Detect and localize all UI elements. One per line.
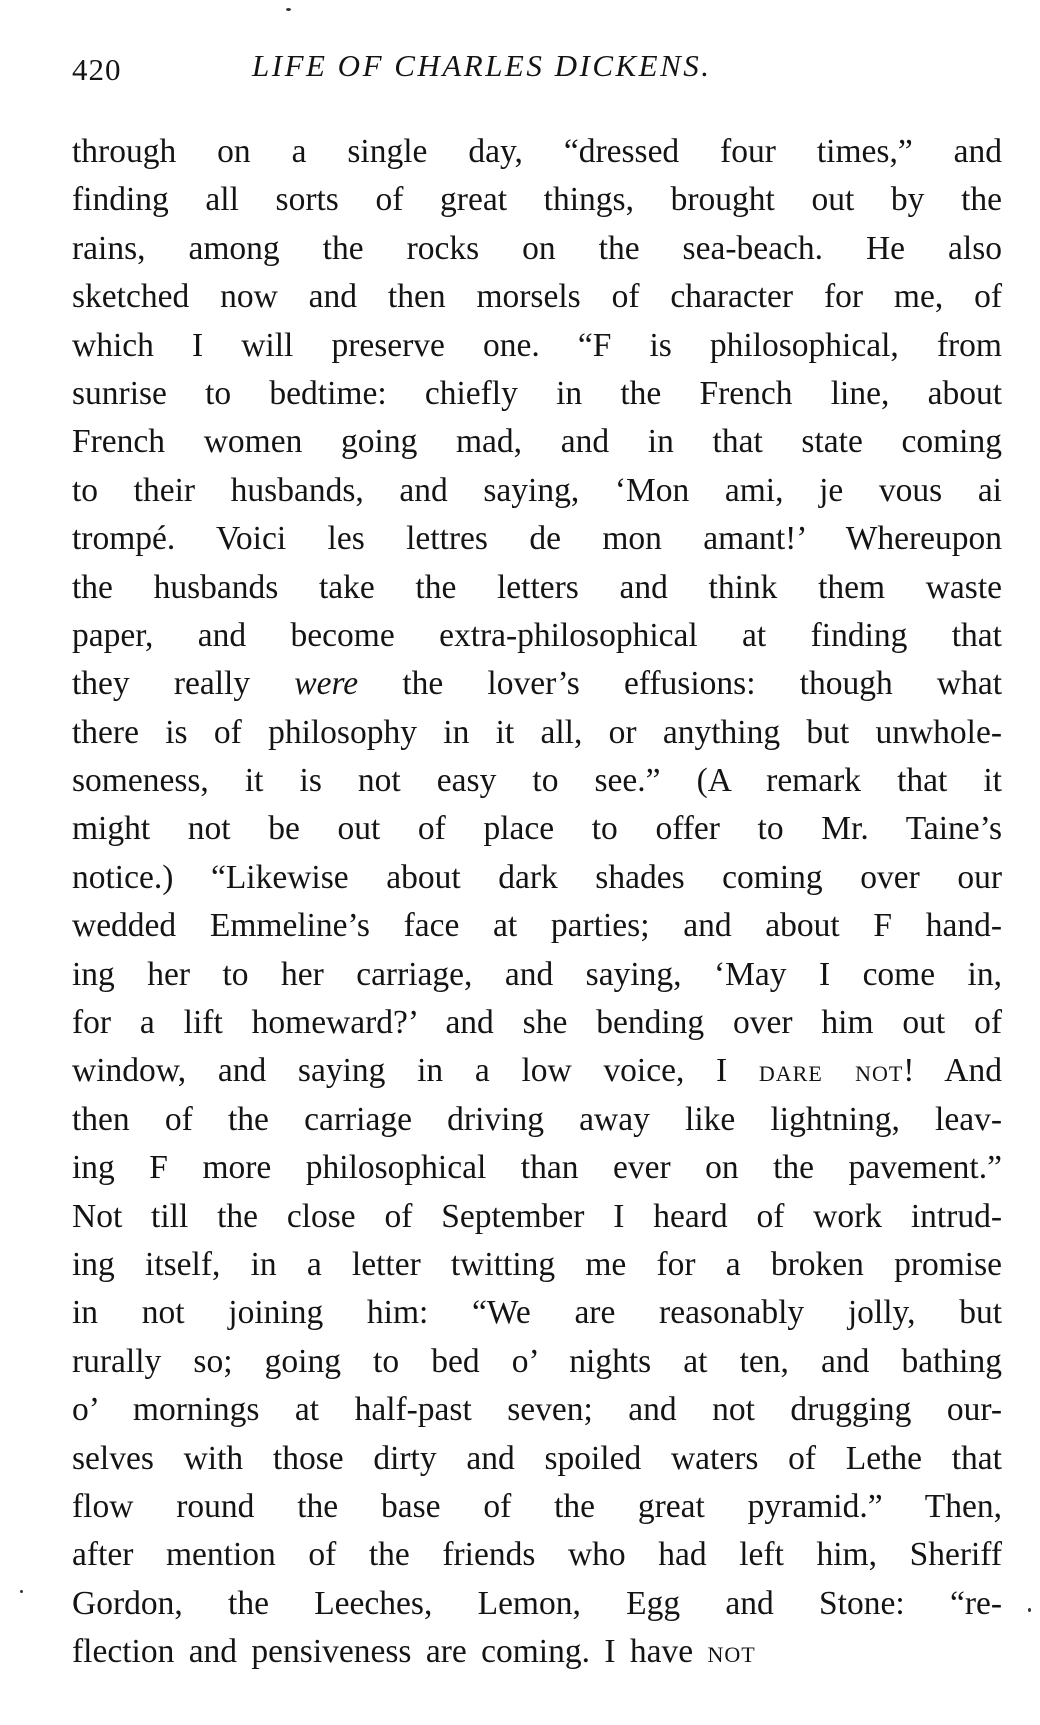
- text-line: trompé. Voici les lettres de mon amant!’ Whereupon: [72, 520, 1002, 558]
- text-line: there is of philosophy in it all, or anything but unwhole-: [72, 713, 1002, 751]
- small-caps-phrase: dare not: [758, 1053, 904, 1089]
- text-line: sketched now and then morsels of character for me, of: [72, 278, 1002, 316]
- text-line: French women going mad, and in that state coming: [72, 423, 1002, 461]
- text-line: ing F more philosophical than ever on the pavement.”: [72, 1149, 1002, 1187]
- text-line: after mention of the friends who had left him, Sheriff: [72, 1536, 1002, 1574]
- text-line: then of the carriage driving away like lightning, leav-: [72, 1100, 1002, 1138]
- text-line: Gordon, the Leeches, Lemon, Egg and Stone: “re-: [72, 1584, 1002, 1622]
- page-number: 420: [72, 52, 122, 87]
- text-line: finding all sorts of great things, brought out by the: [72, 181, 1002, 219]
- text-line: wedded Emmeline’s face at parties; and about F hand-: [72, 907, 1002, 945]
- text-line: for a lift homeward?’ and she bending over him out of: [72, 1004, 1002, 1042]
- text-line: ing her to her carriage, and saying, ‘May I come in,: [72, 955, 1002, 993]
- text-line: might not be out of place to offer to Mr. Taine’s: [72, 810, 1002, 848]
- text-line: in not joining him: “We are reasonably jolly, but: [72, 1294, 1002, 1332]
- body-text: [72, 128, 1002, 1677]
- text-run: ! And: [903, 1052, 1002, 1090]
- text-line: [72, 1047, 1002, 1095]
- scan-speck: [286, 8, 291, 11]
- text-run: they really: [72, 665, 295, 703]
- running-title: LIFE OF CHARLES DICKENS.: [252, 48, 712, 83]
- text-run: window, and saying in a low voice, I: [72, 1052, 759, 1090]
- text-line: [72, 1628, 1002, 1676]
- text-line: [72, 660, 1002, 708]
- text-line: someness, it is not easy to see.” (A remark that it: [72, 762, 1002, 800]
- text-line: rurally so; going to bed o’ nights at ten, and bathing: [72, 1342, 1002, 1380]
- text-line: selves with those dirty and spoiled waters of Lethe that: [72, 1439, 1002, 1477]
- text-line: which I will preserve one. “F is philosophical, from: [72, 326, 1002, 364]
- small-caps-word: not: [707, 1634, 756, 1670]
- text-line: flow round the base of the great pyramid.” Then,: [72, 1487, 1002, 1525]
- text-line: o’ mornings at half-past seven; and not drugging our-: [72, 1391, 1002, 1429]
- text-line: to their husbands, and saying, ‘Mon ami, je vous ai: [72, 471, 1002, 509]
- scan-speck: [1028, 1608, 1031, 1612]
- text-run: flection and pensiveness are coming. I have: [72, 1633, 694, 1671]
- text-line: Not till the close of September I heard of work intrud-: [72, 1197, 1002, 1235]
- text-line: notice.) “Likewise about dark shades coming over our: [72, 858, 1002, 896]
- running-head: [72, 48, 1002, 92]
- scan-speck: [20, 1590, 23, 1593]
- text-line: the husbands take the letters and think them waste: [72, 568, 1002, 606]
- text-line: paper, and become extra-philosophical at finding that: [72, 616, 1002, 654]
- text-line: through on a single day, “dressed four times,” and: [72, 133, 1002, 170]
- text-run: the lover’s effusions: though what: [358, 665, 1002, 703]
- text-line: rains, among the rocks on the sea-beach. He also: [72, 229, 1002, 267]
- text-line: ing itself, in a letter twitting me for a broken promise: [72, 1245, 1002, 1283]
- text-line: sunrise to bedtime: chiefly in the French line, about: [72, 374, 1002, 412]
- italic-word: were: [294, 665, 359, 703]
